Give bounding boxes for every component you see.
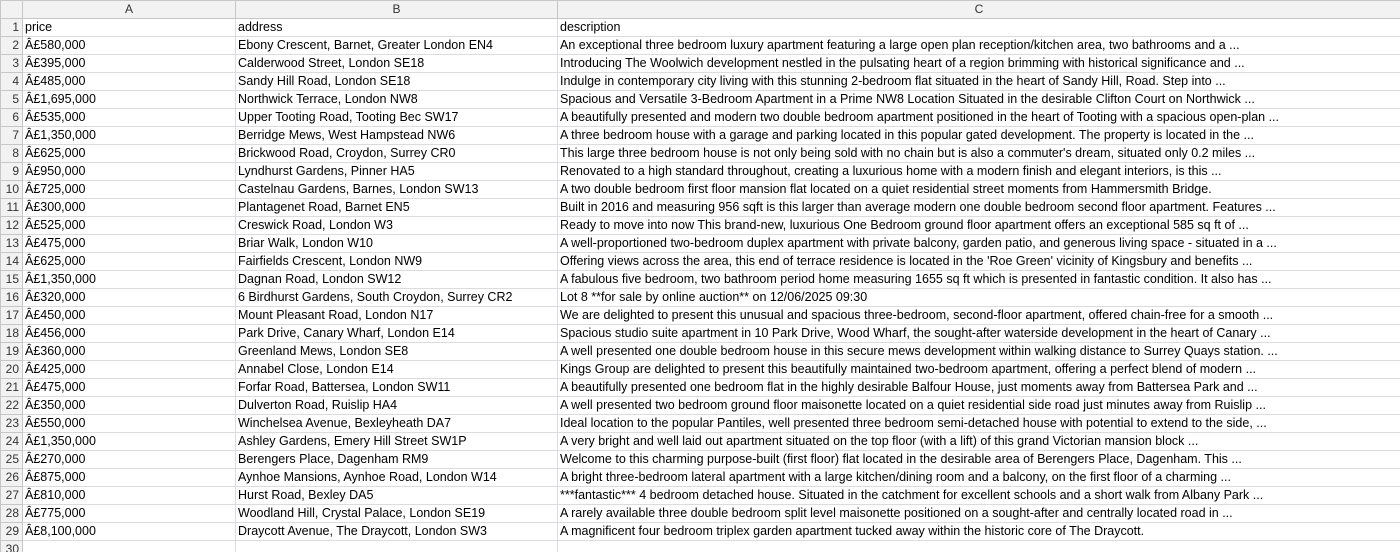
row-header[interactable]: 27: [1, 487, 23, 505]
row-header[interactable]: 8: [1, 145, 23, 163]
table-row: [1, 541, 1400, 552]
table-row: [1, 91, 1400, 109]
row-header[interactable]: 14: [1, 253, 23, 271]
row-header[interactable]: 25: [1, 451, 23, 469]
cell-price[interactable]: Â£580,000: [23, 37, 236, 55]
cell-price[interactable]: Â£425,000: [23, 361, 236, 379]
table-row: [1, 55, 1400, 73]
table-row: [1, 397, 1400, 415]
table-row: [1, 253, 1400, 271]
cell-price[interactable]: Â£810,000: [23, 487, 236, 505]
cell-price[interactable]: Â£456,000: [23, 325, 236, 343]
table-row: [1, 343, 1400, 361]
row-header[interactable]: 2: [1, 37, 23, 55]
row-header[interactable]: 11: [1, 199, 23, 217]
table-row: [1, 73, 1400, 91]
cell-price[interactable]: Â£950,000: [23, 163, 236, 181]
cell-address[interactable]: Brickwood Road, Croydon, Surrey CR0: [236, 145, 558, 163]
cell-address-header[interactable]: address: [236, 19, 558, 37]
cell-price[interactable]: Â£8,100,000: [23, 523, 236, 541]
cell-address[interactable]: Calderwood Street, London SE18: [236, 55, 558, 73]
cell-description[interactable]: An exceptional three bedroom luxury apartment featuring a large open plan reception/kitchen area, two bathrooms and a ...: [558, 37, 1400, 55]
table-row: [1, 217, 1400, 235]
cell-address[interactable]: Ebony Crescent, Barnet, Greater London EN4: [236, 37, 558, 55]
cell-address[interactable]: Woodland Hill, Crystal Palace, London SE19: [236, 505, 558, 523]
table-row: [1, 127, 1400, 145]
cell-address[interactable]: Briar Walk, London W10: [236, 235, 558, 253]
table-row: [1, 37, 1400, 55]
cell-price[interactable]: Â£350,000: [23, 397, 236, 415]
cell-price-header[interactable]: price: [23, 19, 236, 37]
table-row: [1, 181, 1400, 199]
cell-description[interactable]: A well presented two bedroom ground floor maisonette located on a quiet residential side road just minutes away from Ruislip ...: [558, 397, 1400, 415]
cell-address[interactable]: Fairfields Crescent, London NW9: [236, 253, 558, 271]
cell-address[interactable]: Park Drive, Canary Wharf, London E14: [236, 325, 558, 343]
cell-price[interactable]: Â£360,000: [23, 343, 236, 361]
select-all-corner[interactable]: [1, 1, 23, 19]
row-header[interactable]: 29: [1, 523, 23, 541]
cell-price[interactable]: Â£485,000: [23, 73, 236, 91]
cell-description[interactable]: A beautifully presented one bedroom flat in the highly desirable Balfour House, just moments away from Battersea Park and ...: [558, 379, 1400, 397]
row-header[interactable]: 7: [1, 127, 23, 145]
row-header[interactable]: 18: [1, 325, 23, 343]
table-row: [1, 451, 1400, 469]
cell-address[interactable]: Mount Pleasant Road, London N17: [236, 307, 558, 325]
row-header[interactable]: 17: [1, 307, 23, 325]
cell-description[interactable]: A three bedroom house with a garage and parking located in this popular gated development. The property is located in the ...: [558, 127, 1400, 145]
row-header[interactable]: 22: [1, 397, 23, 415]
cell-price[interactable]: [23, 541, 236, 552]
cell-address[interactable]: Northwick Terrace, London NW8: [236, 91, 558, 109]
cell-address[interactable]: Greenland Mews, London SE8: [236, 343, 558, 361]
cell-description[interactable]: Lot 8 **for sale by online auction** on 12/06/2025 09:30: [558, 289, 1400, 307]
cell-description[interactable]: A bright three-bedroom lateral apartment with a large kitchen/dining room and a balcony, on the first floor of a charming ...: [558, 469, 1400, 487]
cell-price[interactable]: Â£875,000: [23, 469, 236, 487]
cell-description[interactable]: ***fantastic*** 4 bedroom detached house. Situated in the catchment for excellent schools and a short walk from Albany Park ...: [558, 487, 1400, 505]
cell-description[interactable]: Spacious and Versatile 3-Bedroom Apartment in a Prime NW8 Location Situated in the desirable Clifton Court on Northwick ...: [558, 91, 1400, 109]
cell-description-header[interactable]: description: [558, 19, 1400, 37]
cell-address[interactable]: Upper Tooting Road, Tooting Bec SW17: [236, 109, 558, 127]
table-row: [1, 235, 1400, 253]
row-header[interactable]: 3: [1, 55, 23, 73]
cell-description[interactable]: A fabulous five bedroom, two bathroom period home measuring 1655 sq ft which is presented in fantastic condition. It also has ...: [558, 271, 1400, 289]
cell-price[interactable]: Â£625,000: [23, 253, 236, 271]
row-header[interactable]: 1: [1, 19, 23, 37]
row-header[interactable]: 21: [1, 379, 23, 397]
cell-price[interactable]: Â£725,000: [23, 181, 236, 199]
cell-price[interactable]: Â£300,000: [23, 199, 236, 217]
cell-price[interactable]: Â£525,000: [23, 217, 236, 235]
row-header[interactable]: 26: [1, 469, 23, 487]
cell-price[interactable]: Â£775,000: [23, 505, 236, 523]
row-header[interactable]: 4: [1, 73, 23, 91]
cell-address[interactable]: 6 Birdhurst Gardens, South Croydon, Surrey CR2: [236, 289, 558, 307]
cell-address[interactable]: Draycott Avenue, The Draycott, London SW3: [236, 523, 558, 541]
row-header[interactable]: 5: [1, 91, 23, 109]
cell-description[interactable]: Built in 2016 and measuring 956 sqft is this larger than average modern one double bedroom second floor apartment. Features ...: [558, 199, 1400, 217]
row-header[interactable]: 20: [1, 361, 23, 379]
cell-description[interactable]: Indulge in contemporary city living with this stunning 2-bedroom flat situated in the heart of Sandy Hill, Road. Step into ...: [558, 73, 1400, 91]
table-row: [1, 199, 1400, 217]
row-header[interactable]: 23: [1, 415, 23, 433]
cell-description[interactable]: A two double bedroom first floor mansion flat located on a quiet residential street moments from Hammersmith Bridge.: [558, 181, 1400, 199]
table-row: [1, 379, 1400, 397]
cell-address[interactable]: Aynhoe Mansions, Aynhoe Road, London W14: [236, 469, 558, 487]
row-header[interactable]: 16: [1, 289, 23, 307]
row-header[interactable]: 6: [1, 109, 23, 127]
cell-address[interactable]: Lyndhurst Gardens, Pinner HA5: [236, 163, 558, 181]
cell-price[interactable]: Â£535,000: [23, 109, 236, 127]
cell-address[interactable]: Dagnan Road, London SW12: [236, 271, 558, 289]
cell-price[interactable]: Â£320,000: [23, 289, 236, 307]
cell-description[interactable]: Introducing The Woolwich development nestled in the pulsating heart of a region brimming with historical significance and ...: [558, 55, 1400, 73]
cell-price[interactable]: Â£1,350,000: [23, 271, 236, 289]
cell-price[interactable]: Â£1,695,000: [23, 91, 236, 109]
cell-price[interactable]: Â£1,350,000: [23, 433, 236, 451]
cell-address[interactable]: Annabel Close, London E14: [236, 361, 558, 379]
cell-price[interactable]: Â£270,000: [23, 451, 236, 469]
cell-address[interactable]: Dulverton Road, Ruislip HA4: [236, 397, 558, 415]
cell-description[interactable]: This large three bedroom house is not only being sold with no chain but is also a commuter's dream, situated only 0.2 miles ...: [558, 145, 1400, 163]
column-header-row: [1, 1, 1400, 19]
cell-description[interactable]: A well presented one double bedroom house in this secure mews development within walking distance to Surrey Quays station. ...: [558, 343, 1400, 361]
cell-description[interactable]: A rarely available three double bedroom split level maisonette positioned on a sought-after and centrally located road in ...: [558, 505, 1400, 523]
cell-address[interactable]: [236, 541, 558, 552]
column-header-c[interactable]: C: [558, 1, 1400, 19]
cell-description[interactable]: We are delighted to present this unusual and spacious three-bedroom, second-floor apartment, offered chain-free for a smooth ...: [558, 307, 1400, 325]
row-header[interactable]: 9: [1, 163, 23, 181]
cell-description[interactable]: Spacious studio suite apartment in 10 Park Drive, Wood Wharf, the sought-after waterside development in the heart of Canary ...: [558, 325, 1400, 343]
cell-address[interactable]: Ashley Gardens, Emery Hill Street SW1P: [236, 433, 558, 451]
row-header[interactable]: 13: [1, 235, 23, 253]
row-header[interactable]: 28: [1, 505, 23, 523]
table-row: [1, 505, 1400, 523]
table-row: [1, 415, 1400, 433]
cell-description[interactable]: A beautifully presented and modern two double bedroom apartment positioned in the heart of Tooting with a spacious open-plan ...: [558, 109, 1400, 127]
table-row: [1, 19, 1400, 37]
cell-price[interactable]: Â£395,000: [23, 55, 236, 73]
table-row: [1, 325, 1400, 343]
table-row: [1, 433, 1400, 451]
table-row: [1, 523, 1400, 541]
cell-description[interactable]: A magnificent four bedroom triplex garden apartment tucked away within the historic core of The Draycott.: [558, 523, 1400, 541]
table-row: [1, 469, 1400, 487]
cell-price[interactable]: Â£1,350,000: [23, 127, 236, 145]
table-row: [1, 145, 1400, 163]
table-row: [1, 289, 1400, 307]
cell-address[interactable]: Castelnau Gardens, Barnes, London SW13: [236, 181, 558, 199]
cell-description[interactable]: A very bright and well laid out apartment situated on the top floor (with a lift) of this grand Victorian mansion block ...: [558, 433, 1400, 451]
row-header[interactable]: 12: [1, 217, 23, 235]
cell-price[interactable]: Â£475,000: [23, 379, 236, 397]
row-header[interactable]: 19: [1, 343, 23, 361]
table-row: [1, 361, 1400, 379]
cell-price[interactable]: Â£450,000: [23, 307, 236, 325]
table-row: [1, 487, 1400, 505]
row-header[interactable]: 30: [1, 541, 23, 552]
column-header-b[interactable]: B: [236, 1, 558, 19]
row-header[interactable]: 10: [1, 181, 23, 199]
row-header[interactable]: 24: [1, 433, 23, 451]
table-row: [1, 271, 1400, 289]
cell-description[interactable]: [558, 541, 1400, 552]
cell-price[interactable]: Â£475,000: [23, 235, 236, 253]
cell-address[interactable]: Creswick Road, London W3: [236, 217, 558, 235]
cell-price[interactable]: Â£625,000: [23, 145, 236, 163]
cell-price[interactable]: Â£550,000: [23, 415, 236, 433]
table-row: [1, 307, 1400, 325]
cell-address[interactable]: Winchelsea Avenue, Bexleyheath DA7: [236, 415, 558, 433]
table-row: [1, 163, 1400, 181]
cell-description[interactable]: Renovated to a high standard throughout, creating a luxurious home with a modern finish and elegant interiors, is this ...: [558, 163, 1400, 181]
cell-description[interactable]: Offering views across the area, this end of terrace residence is located in the 'Roe Green' vicinity of Kingsbury and benefits ...: [558, 253, 1400, 271]
cell-address[interactable]: Forfar Road, Battersea, London SW11: [236, 379, 558, 397]
cell-description[interactable]: Kings Group are delighted to present this beautifully maintained two-bedroom apartment, offering a perfect blend of modern ...: [558, 361, 1400, 379]
cell-description[interactable]: Ideal location to the popular Pantiles, well presented three bedroom semi-detached house with potential to extend to the side, ...: [558, 415, 1400, 433]
cell-address[interactable]: Berridge Mews, West Hampstead NW6: [236, 127, 558, 145]
cell-description[interactable]: A well-proportioned two-bedroom duplex apartment with private balcony, garden patio, and generous living space - situated in a ...: [558, 235, 1400, 253]
row-header[interactable]: 15: [1, 271, 23, 289]
cell-address[interactable]: Sandy Hill Road, London SE18: [236, 73, 558, 91]
column-header-a[interactable]: A: [23, 1, 236, 19]
table-row: [1, 109, 1400, 127]
cell-description[interactable]: Ready to move into now This brand-new, luxurious One Bedroom ground floor apartment offers an exceptional 585 sq ft of ...: [558, 217, 1400, 235]
cell-description[interactable]: Welcome to this charming purpose-built (first floor) flat located in the desirable area of Berengers Place, Dagenham. This ...: [558, 451, 1400, 469]
cell-address[interactable]: Hurst Road, Bexley DA5: [236, 487, 558, 505]
cell-address[interactable]: Berengers Place, Dagenham RM9: [236, 451, 558, 469]
cell-address[interactable]: Plantagenet Road, Barnet EN5: [236, 199, 558, 217]
